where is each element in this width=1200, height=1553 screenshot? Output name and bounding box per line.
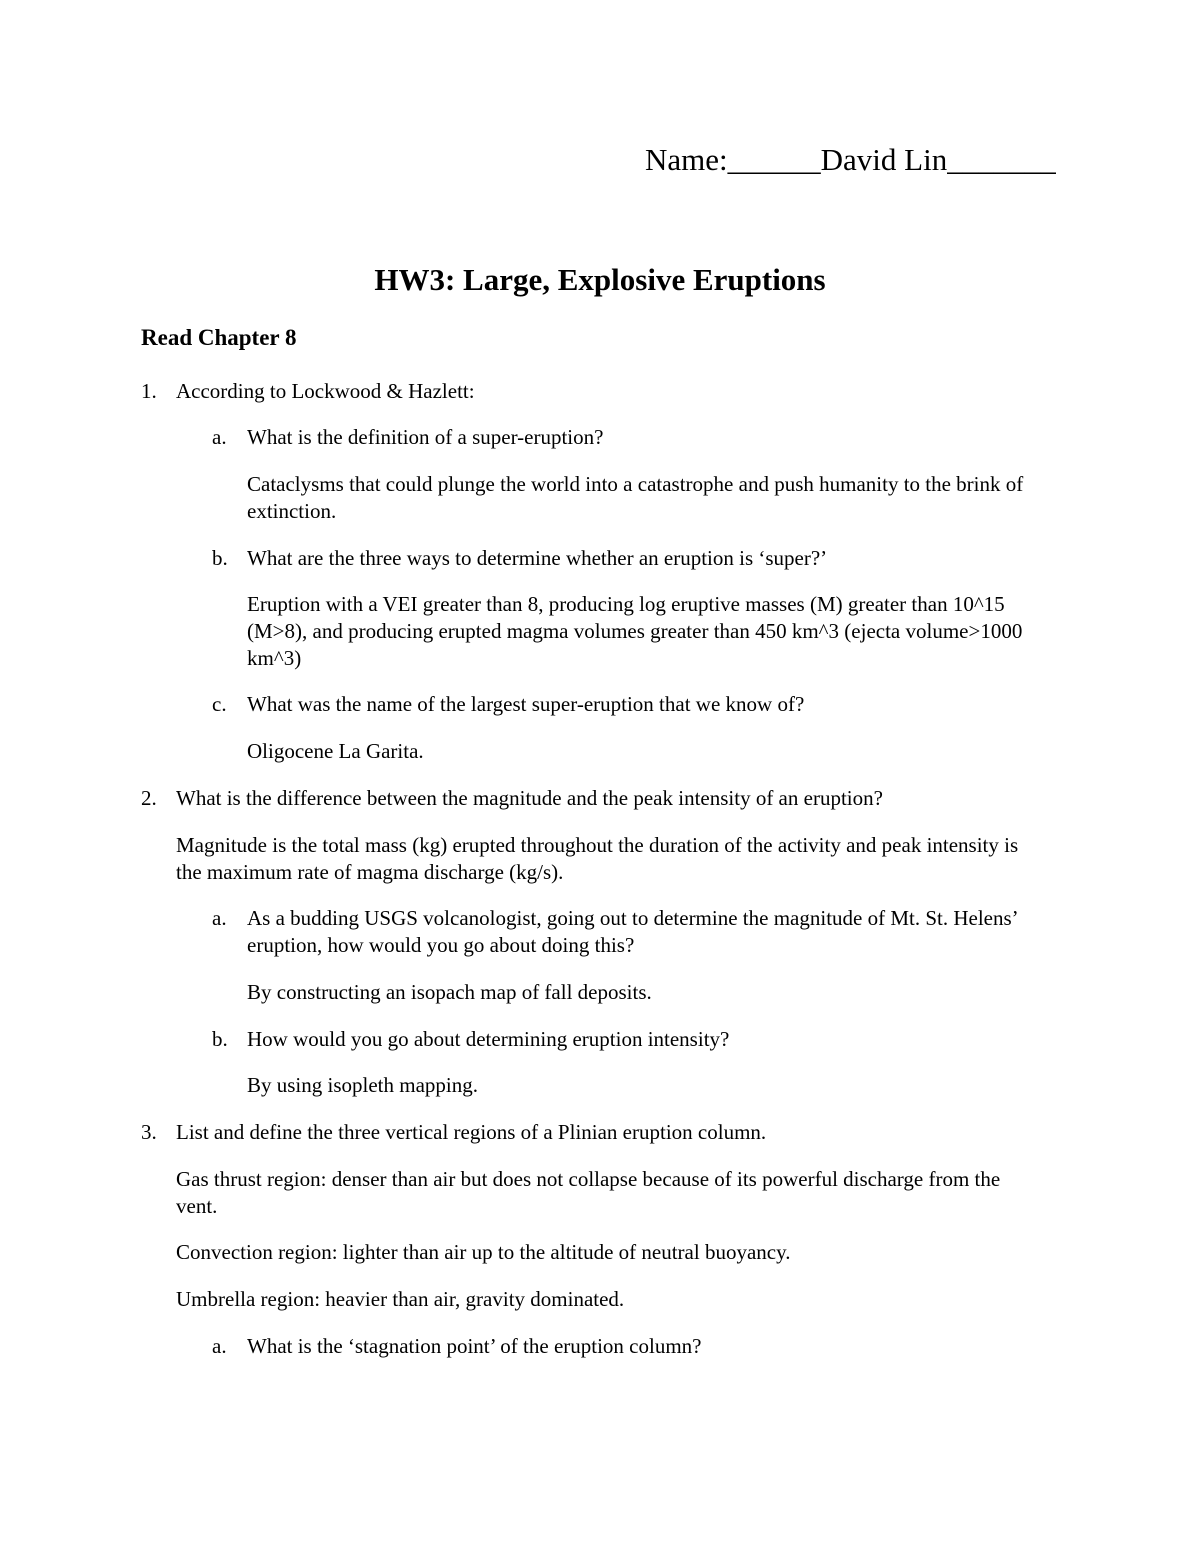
answer-1b: Eruption with a VEI greater than 8, producing log eruptive masses (M) greater than 10^15 (M>8), and producing erupted magma volumes greater than 450 km^3 (ejecta volume>1000 km^3) [247,592,1023,670]
answer-3-convection: Convection region: lighter than air up to the altitude of neutral buoyancy. [176,1240,791,1264]
question-1b-text: What are the three ways to determine whether an eruption is ‘super?’ [247,546,828,570]
answer-2b: By using isopleth mapping. [247,1073,478,1097]
question-2-number: 2. [141,786,157,810]
question-1a-letter: a. [212,425,227,449]
answer-2: Magnitude is the total mass (kg) erupted throughout the duration of the activity and peak intensity is the maximum rate of magma discharge (kg/s). [176,833,1019,884]
question-1-text: According to Lockwood & Hazlett: [176,379,475,403]
section-heading: Read Chapter 8 [141,325,297,350]
question-2a-letter: a. [212,906,227,930]
question-1c-text: What was the name of the largest super-eruption that we know of? [247,692,805,716]
question-2b-letter: b. [212,1027,228,1051]
question-1c-letter: c. [212,692,227,716]
question-1a-text: What is the definition of a super-eruption? [247,425,604,449]
assignment-title: HW3: Large, Explosive Eruptions [374,262,826,297]
answer-1a: Cataclysms that could plunge the world into a catastrophe and push humanity to the brink of extinction. [247,472,1024,523]
student-name-line: Name:______David Lin_______ [645,142,1056,177]
answer-2a: By constructing an isopach map of fall deposits. [247,980,652,1004]
question-2a-text: As a budding USGS volcanologist, going out to determine the magnitude of Mt. St. Helens’ eruption, how would you go about doing this? [247,906,1018,957]
question-3a-letter: a. [212,1334,227,1358]
question-3-number: 3. [141,1120,157,1144]
question-2-text: What is the difference between the magnitude and the peak intensity of an eruption? [176,786,883,810]
question-3a-text: What is the ‘stagnation point’ of the eruption column? [247,1334,702,1358]
question-2b-text: How would you go about determining eruption intensity? [247,1027,730,1051]
question-1b-letter: b. [212,546,228,570]
answer-3-umbrella: Umbrella region: heavier than air, gravity dominated. [176,1287,625,1311]
answer-3-gas-thrust: Gas thrust region: denser than air but does not collapse because of its powerful discharge from the vent. [176,1167,1001,1218]
question-1-number: 1. [141,379,157,403]
question-3-text: List and define the three vertical regions of a Plinian eruption column. [176,1120,767,1144]
answer-1c: Oligocene La Garita. [247,739,424,763]
